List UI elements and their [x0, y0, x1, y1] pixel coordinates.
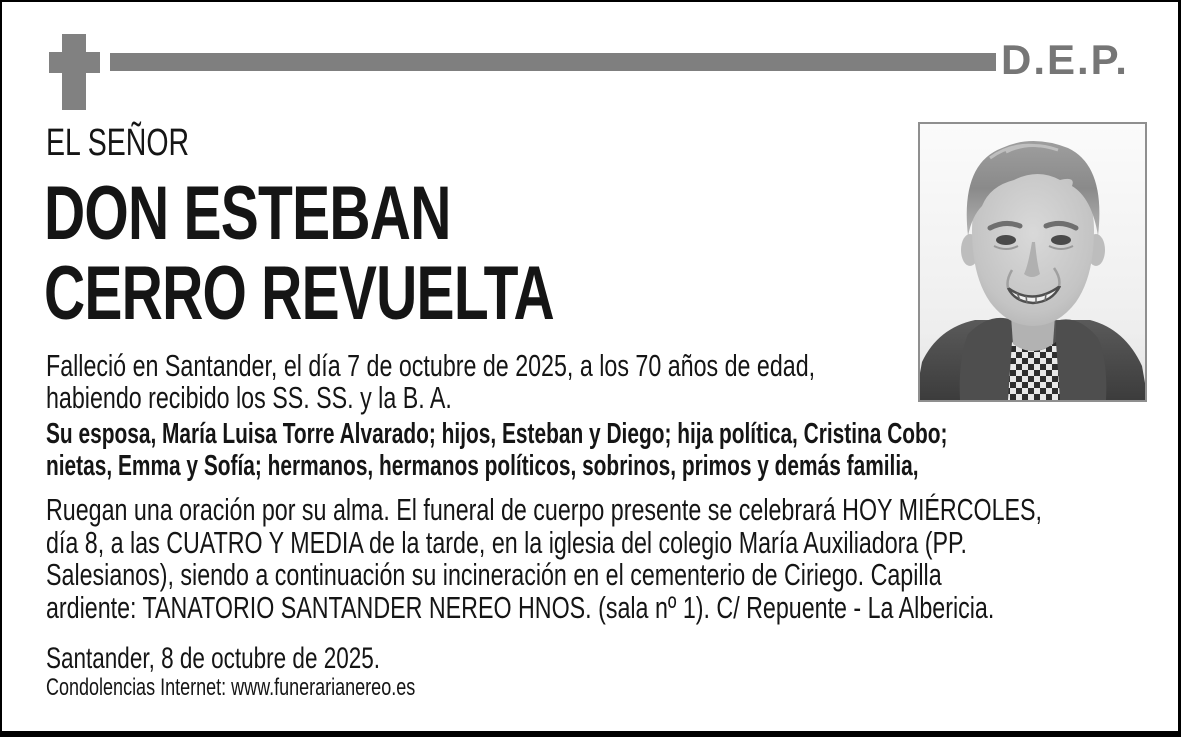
funeral-details-line-2: día 8, a las CUATRO Y MEDIA de la tarde, en la iglesia del colegio María Auxiliadora (PP.	[46, 524, 968, 560]
funeral-details	[46, 494, 1181, 624]
death-announcement-line-2: habiendo recibido los SS. SS. y la B. A.	[46, 380, 452, 415]
deceased-name-line-2: CERRO REVUELTA	[44, 251, 554, 336]
cross-icon-horizontal-bar	[49, 52, 100, 73]
condolences-url-line	[46, 675, 538, 701]
deceased-name-line-1: DON ESTEBAN	[44, 171, 451, 256]
death-announcement	[46, 350, 1071, 414]
family-members-line-2: nietas, Emma y Sofía; hermanos, hermanos políticos, sobrinos, primos y demás familia,	[46, 450, 919, 482]
condolences-text: Condolencias Internet: www.funerarianereo.es	[46, 674, 416, 701]
dep-abbreviation: D.E.P.	[1001, 36, 1129, 83]
place-and-date	[46, 643, 491, 675]
place-and-date-text: Santander, 8 de octubre de 2025.	[46, 642, 381, 675]
honorific-title	[46, 123, 237, 163]
funeral-details-line-3: Salesianos), siendo a continuación su incineración en el cementerio de Ciriego. Capilla	[46, 557, 942, 592]
funeral-details-line-4: ardiente: TANATORIO SANTANDER NEREO HNOS. (sala nº 1). C/ Repuente - La Albericia.	[46, 589, 995, 625]
funeral-details-line-1: Ruegan una oración por su alma. El funeral de cuerpo presente se celebrará HOY MIÉRCOLES,	[46, 492, 1042, 527]
family-members-line-1: Su esposa, María Luisa Torre Alvarado; hijos, Esteban y Diego; hija política, Cristina Cobo;	[46, 418, 948, 450]
deceased-name	[44, 171, 724, 336]
family-members	[46, 418, 1181, 482]
header-divider-bar	[110, 53, 996, 71]
honorific-text: EL SEÑOR	[46, 122, 190, 164]
death-announcement-line-1: Falleció en Santander, el día 7 de octubre de 2025, a los 70 años de edad,	[46, 348, 816, 383]
